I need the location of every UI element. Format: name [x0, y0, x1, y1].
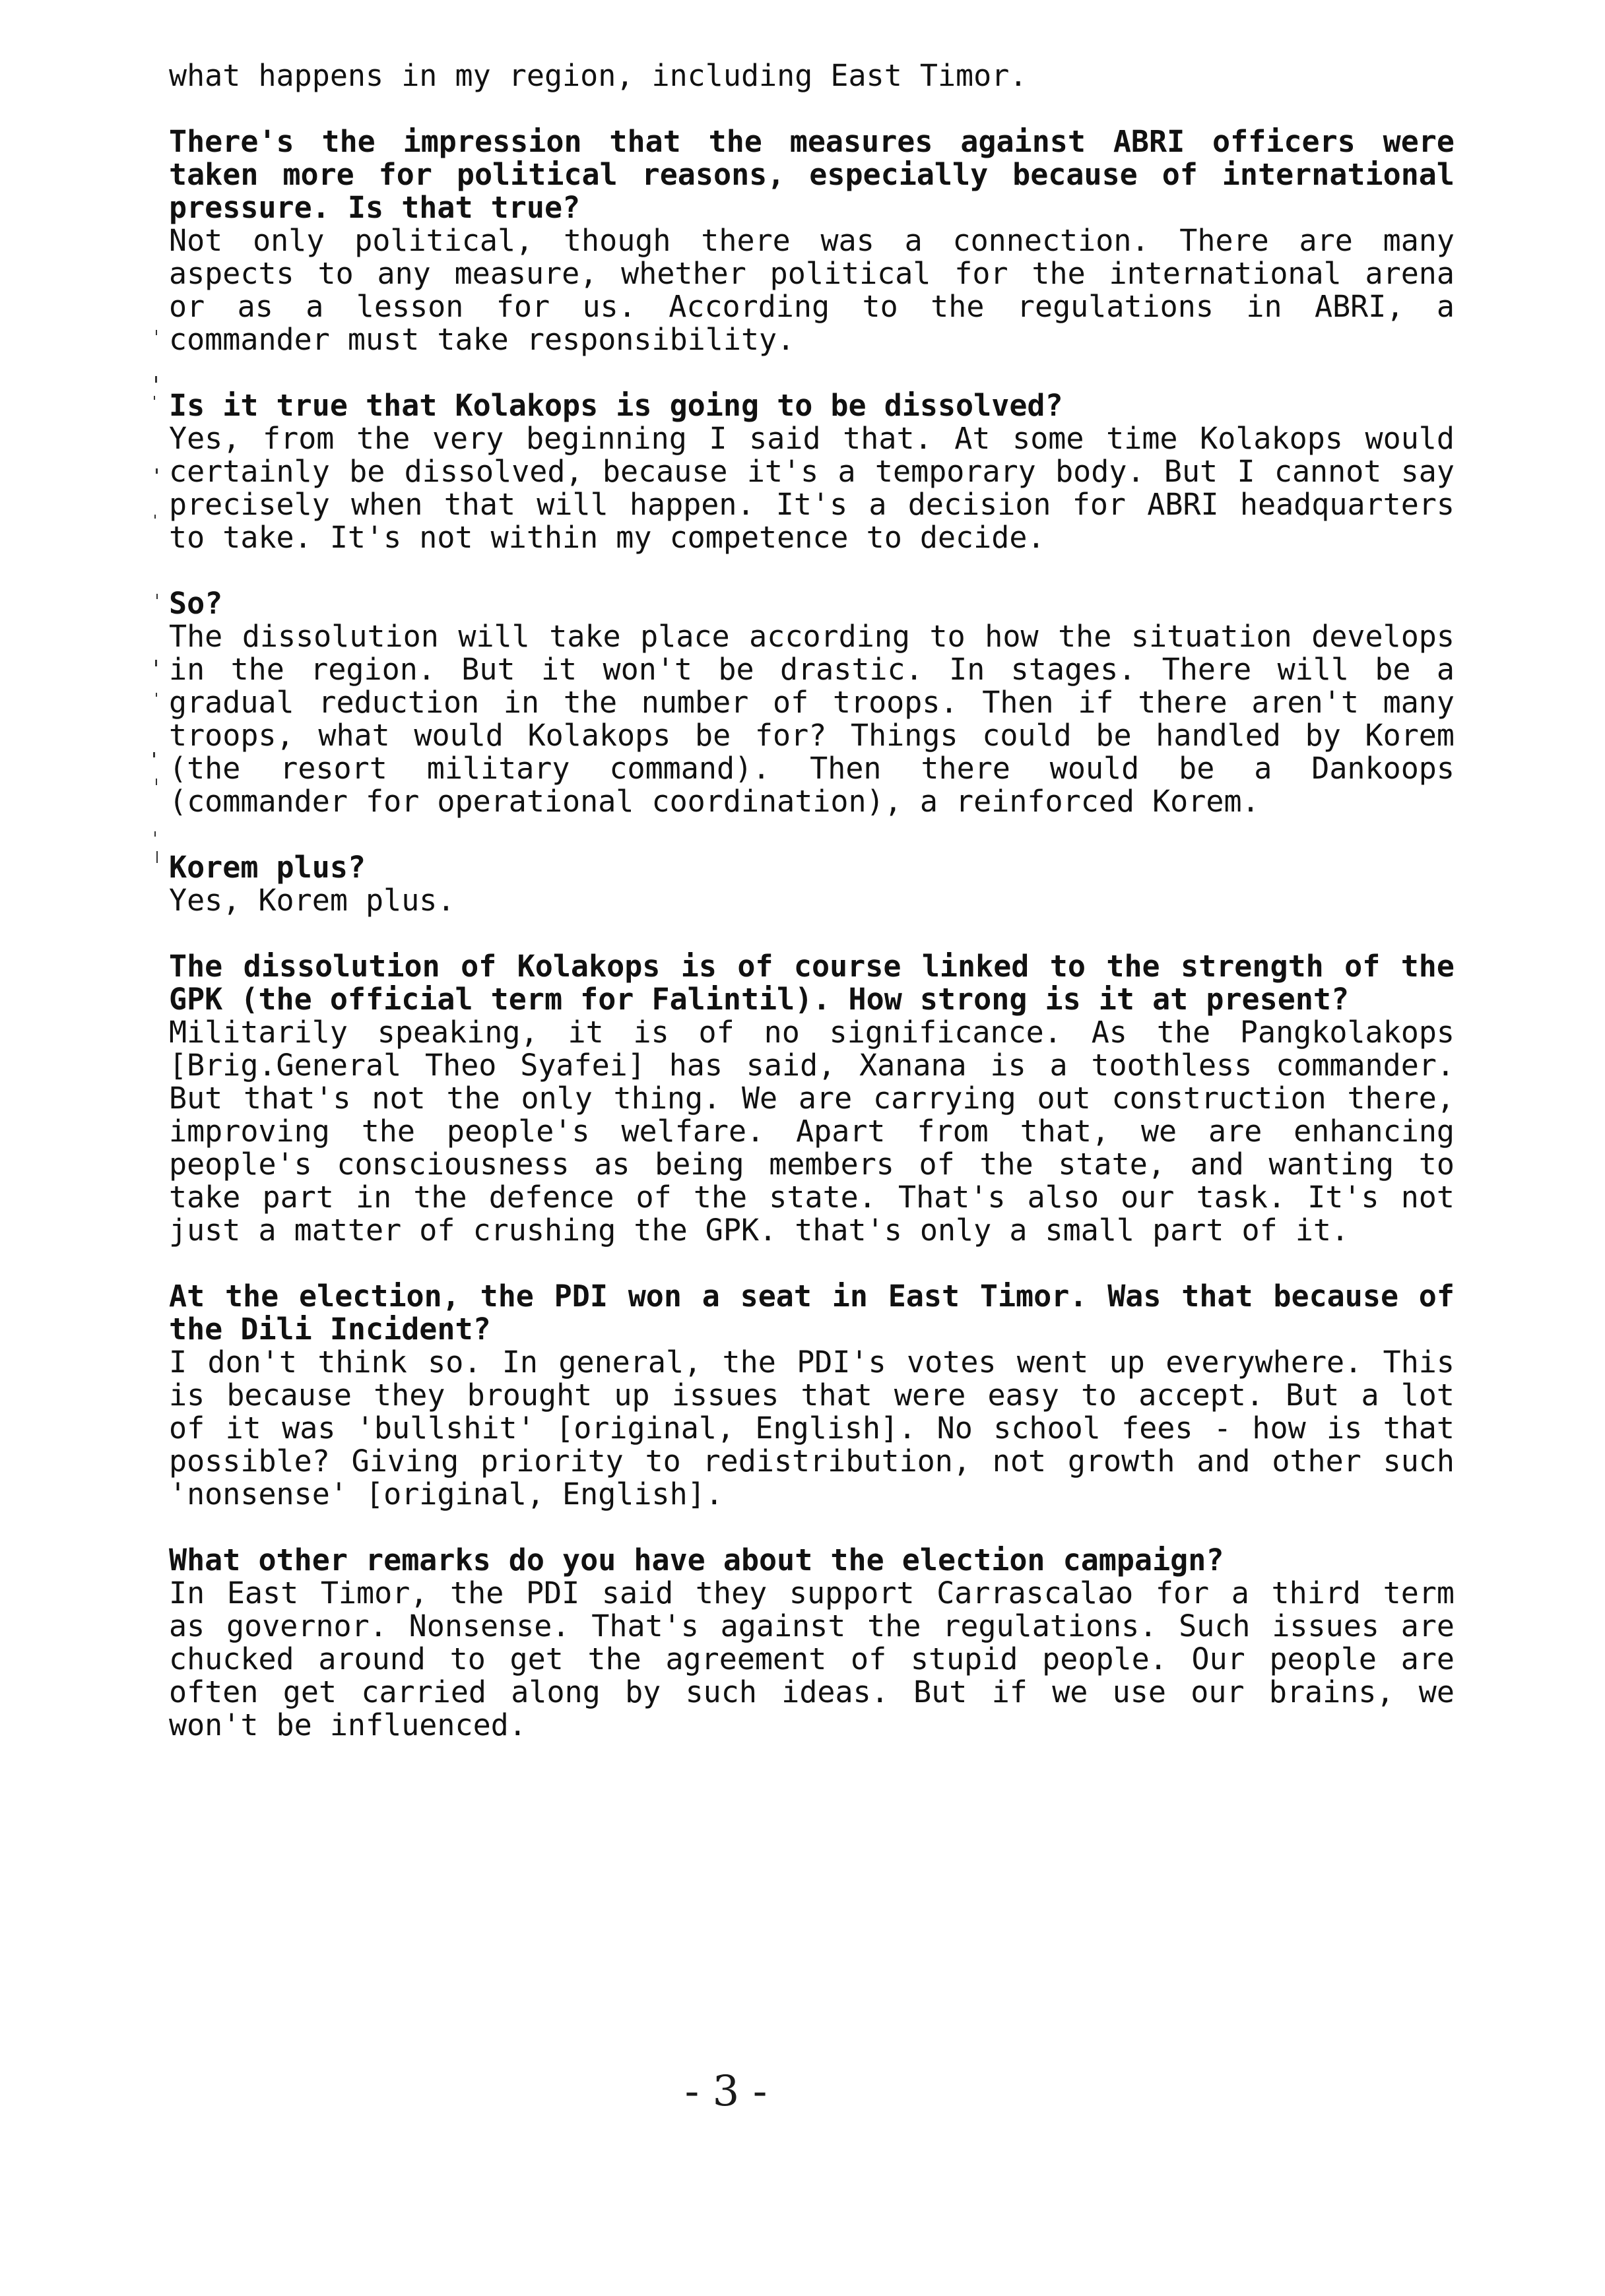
answer-text: The dissolution will take place according to how the situation develops in the region. But it won't be drastic. In stages. There will be a gradual reduction in the number of troops. Then if there aren't many troops, what would Kolakops be for? Things could be handled by Korem (the resort military command). Then there would be a Dankoops (commander for operational coordination), a reinforced Korem. [169, 619, 1455, 819]
question-text: So? [169, 586, 223, 621]
page-number: - 3 - [684, 2067, 768, 2116]
continued-answer-line: what happens in my region, including East Timor. [169, 58, 1028, 93]
answer-text: Yes, Korem plus. [169, 883, 455, 918]
qa-section [169, 851, 1455, 917]
qa-section [169, 1544, 1455, 1742]
answer-text: Not only political, though there was a connection. There are many aspects to any measure, whether political for the international arena or as a lesson for us. According to the regulations in ABRI, a commander must take responsibility. [169, 223, 1455, 357]
qa-section [169, 1280, 1455, 1511]
qa-section [169, 389, 1455, 554]
binding-marks [148, 317, 168, 884]
question-text: Korem plus? [169, 850, 366, 885]
question-text: There's the impression that the measures against ABRI officers were taken more for political reasons, especially because of international pressure. Is that true? [169, 124, 1455, 225]
qa-section [169, 125, 1455, 356]
answer-text: Yes, from the very beginning I said that. At some time Kolakops would certainly be dissolved, because it's a temporary body. But I cannot say precisely when that will happen. It's a decision for ABRI headquarters to take. It's not within my competence to decide. [169, 421, 1455, 555]
question-text: At the election, the PDI won a seat in East Timor. Was that because of the Dili Incident? [169, 1279, 1455, 1347]
answer-text: I don't think so. In general, the PDI's votes went up everywhere. This is because they brought up issues that were easy to accept. But a lot of it was 'bullshit' [original, English]. No school fees - how is that possible? Giving priority to redistribution, not growth and other such 'nonsense' [original, English]. [169, 1345, 1455, 1512]
document-body [169, 59, 1455, 1775]
answer-text: Militarily speaking, it is of no significance. As the Pangkolakops [Brig.General Theo Syafei] has said, Xanana is a toothless commander. But that's not the only thing. We are carrying out construction there, improving the people's welfare. Apart from that, we are enhancing people's consciousness as being members of the state, and wanting to take part in the defence of the state. That's also our task. It's not just a matter of crushing the GPK. that's only a small part of it. [169, 1015, 1455, 1248]
qa-section [169, 587, 1455, 818]
answer-text: In East Timor, the PDI said they support Carrascalao for a third term as governor. Nonsense. That's against the regulations. Such issues are chucked around to get the agreement of stupid people. Our people are often get carried along by such ideas. But if we use our brains, we won't be influenced. [169, 1576, 1455, 1742]
question-text: Is it true that Kolakops is going to be dissolved? [169, 388, 1063, 423]
question-text: What other remarks do you have about the election campaign? [169, 1543, 1224, 1578]
question-text: The dissolution of Kolakops is of course linked to the strength of the GPK (the official term for Falintil). How strong is it at present? [169, 949, 1455, 1017]
qa-section [169, 950, 1455, 1247]
